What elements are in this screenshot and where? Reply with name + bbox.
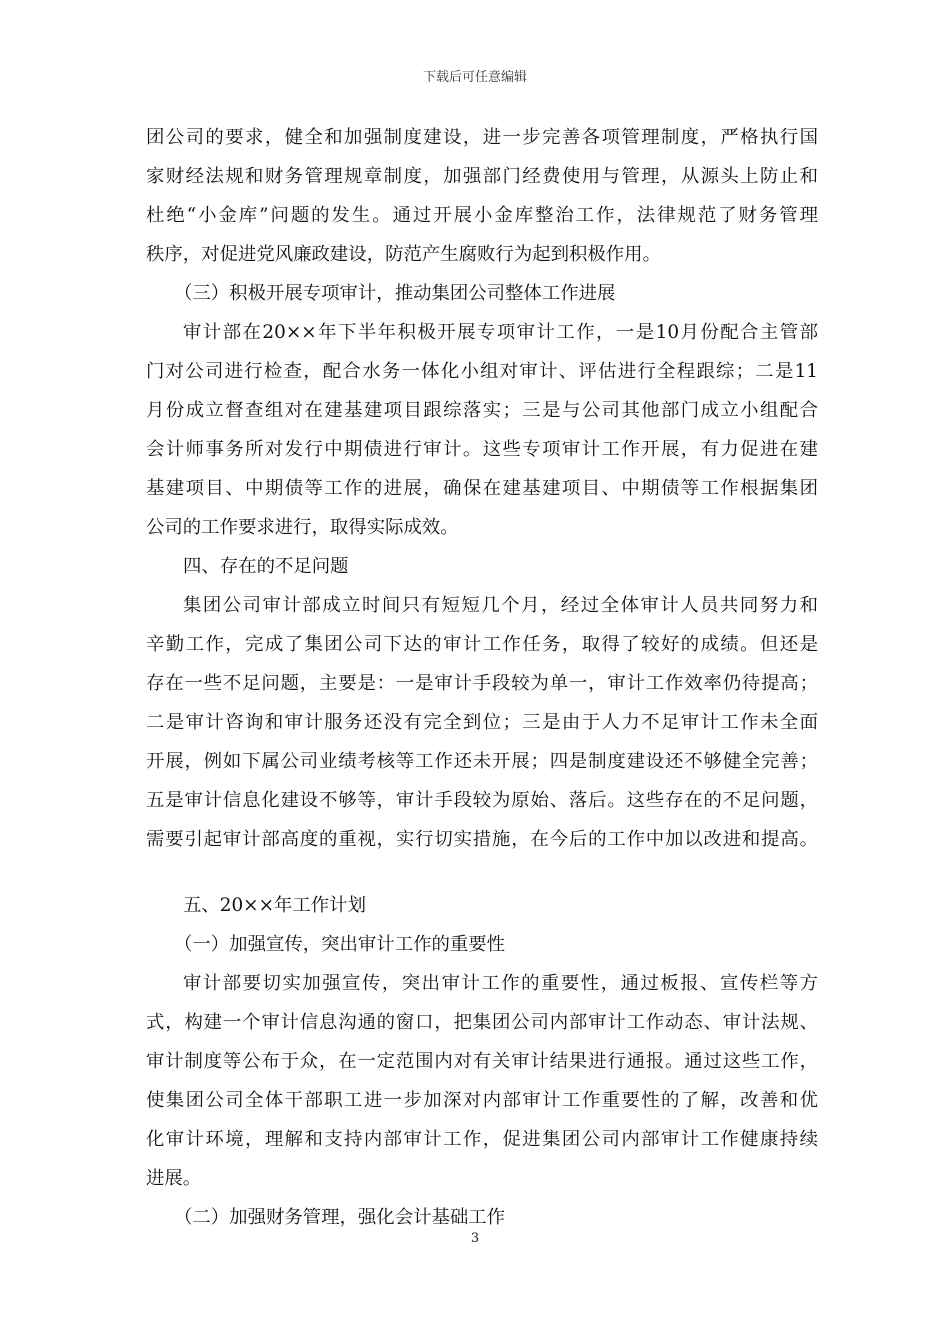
document-body (146, 118, 818, 1237)
text-line: 式，构建一个审计信息沟通的窗口，把集团公司内部审计工作动态、审计法规、 (146, 1012, 818, 1033)
text-line: （一）加强宣传，突出审计工作的重要性 (174, 934, 506, 955)
text-line: 二是审计咨询和审计服务还没有完全到位；三是由于人力不足审计工作未全面 (146, 712, 818, 733)
text-line: 进展。 (146, 1168, 202, 1189)
text-line: 需要引起审计部高度的重视，实行切实措施，在今后的工作中加以改进和提高。 (146, 829, 818, 850)
text-line: 月份成立督查组对在建基建项目跟综落实；三是与公司其他部门成立小组配合 (146, 400, 818, 421)
text-line: 集团公司审计部成立时间只有短短几个月，经过全体审计人员共同努力和 (183, 595, 818, 616)
text-line: 使集团公司全体干部职工进一步加深对内部审计工作重要性的了解，改善和优 (146, 1090, 818, 1111)
text-line: 开展，例如下属公司业绩考核等工作还未开展；四是制度建设还不够健全完善； (146, 751, 818, 772)
text-line: 团公司的要求，健全和加强制度建设，进一步完善各项管理制度，严格执行国 (146, 127, 818, 148)
text-line: （三）积极开展专项审计，推动集团公司整体工作进展 (174, 283, 616, 304)
text-line: 五是审计信息化建设不够等，审计手段较为原始、落后。这些存在的不足问题， (146, 790, 818, 811)
text-line: 存在一些不足问题，主要是：一是审计手段较为单一，审计工作效率仍待提高； (146, 673, 818, 694)
text-line: 审计制度等公布于众，在一定范围内对有关审计结果进行通报。通过这些工作， (146, 1051, 818, 1072)
page-header: 下载后可任意编辑 (422, 70, 527, 85)
text-line: 秩序，对促进党风廉政建设，防范产生腐败行为起到积极作用。 (146, 244, 661, 265)
text-line: 基建项目、中期债等工作的进展，确保在建基建项目、中期债等工作根据集团 (146, 478, 818, 499)
text-line: 会计师事务所对发行中期债进行审计。这些专项审计工作开展，有力促进在建 (146, 439, 818, 460)
text-line: （二）加强财务管理，强化会计基础工作 (174, 1207, 506, 1228)
text-line: 家财经法规和财务管理规章制度，加强部门经费使用与管理，从源头上防止和 (146, 166, 818, 187)
text-line: 审计部在20××年下半年积极开展专项审计工作，一是10月份配合主管部 (183, 322, 818, 343)
text-line: 公司的工作要求进行，取得实际成效。 (146, 517, 459, 538)
page-number: 3 (470, 1231, 480, 1246)
text-line: 四、存在的不足问题 (183, 556, 349, 577)
text-line: 审计部要切实加强宣传，突出审计工作的重要性，通过板报、宣传栏等方 (183, 973, 818, 994)
text-line: 杜绝“小金库”问题的发生。通过开展小金库整治工作，法律规范了财务管理 (146, 205, 818, 226)
text-line: 门对公司进行检查，配合水务一体化小组对审计、评估进行全程跟综；二是11 (146, 361, 818, 382)
text-line: 辛勤工作，完成了集团公司下达的审计工作任务，取得了较好的成绩。但还是 (146, 634, 818, 655)
text-line: 化审计环境，理解和支持内部审计工作，促进集团公司内部审计工作健康持续 (146, 1129, 818, 1150)
text-line: 五、20××年工作计划 (183, 895, 366, 916)
